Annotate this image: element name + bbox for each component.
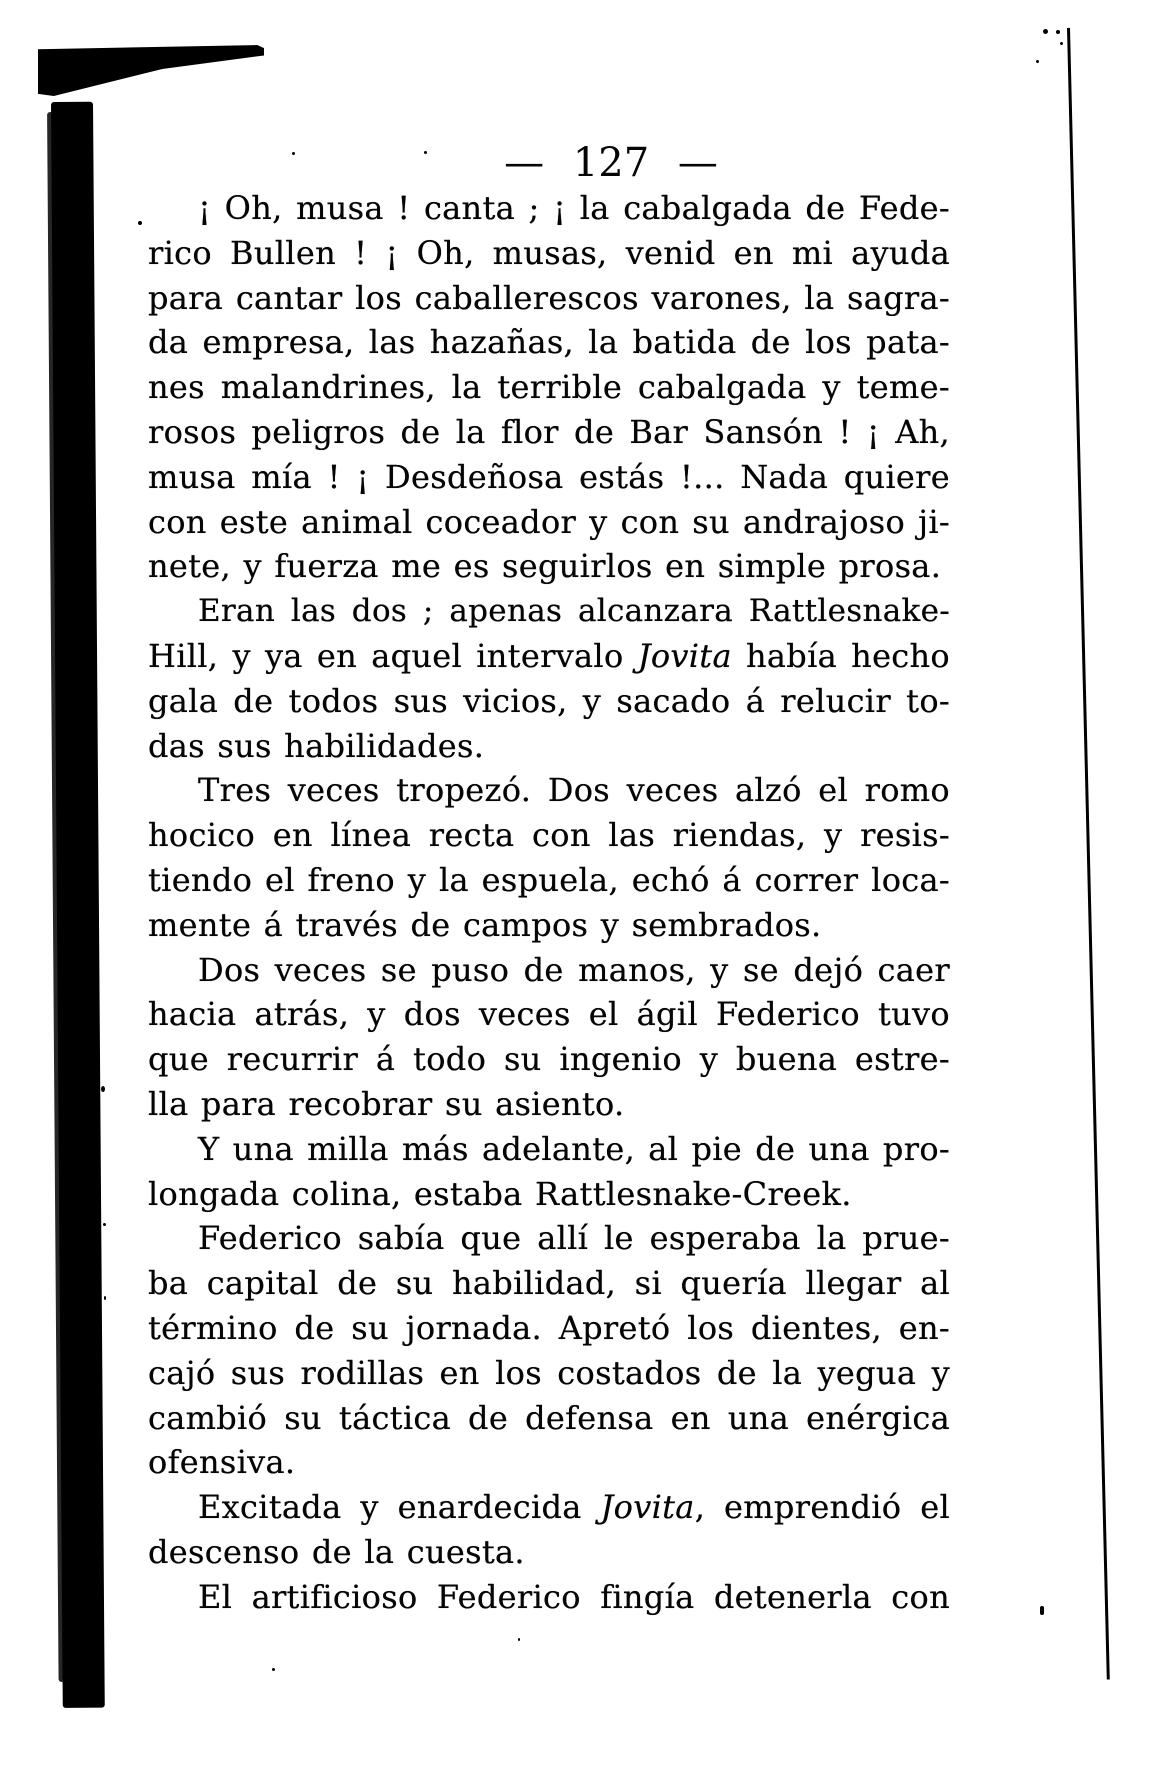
ink-speck	[104, 1296, 106, 1300]
ink-speck	[138, 221, 142, 225]
text-line	[148, 589, 950, 634]
text-segment: musa mía ! ¡ Desdeñosa estás !... Nada quiere	[148, 457, 950, 496]
text-line	[148, 1082, 950, 1127]
ink-speck	[1056, 30, 1060, 34]
ink-speck	[272, 1668, 275, 1671]
text-line	[148, 724, 950, 769]
text-segment: lla para recobrar su asiento.	[148, 1084, 625, 1123]
text-line	[148, 1530, 950, 1575]
text-line	[148, 1440, 950, 1485]
text-segment: , emprendió el	[694, 1488, 950, 1527]
text-segment: con este animal coceador y con su andrajoso ji-	[148, 502, 950, 541]
text-segment: rosos peligros de la flor de Bar Sansón ! ¡ Ah,	[148, 412, 950, 451]
text-segment: Tres veces tropezó. Dos veces alzó el romo	[198, 771, 950, 810]
text-line	[148, 1172, 950, 1217]
text-segment: longada colina, estaba Rattlesnake-Creek.	[148, 1174, 852, 1213]
text-segment: nete, y fuerza me es seguirlos en simple prosa.	[148, 547, 942, 586]
text-segment: término de su jornada. Apretó los dientes, en-	[148, 1308, 950, 1347]
text-segment: da empresa, las hazañas, la batida de los pata-	[148, 323, 950, 362]
text-segment: Federico sabía que allí le esperaba la prue-	[198, 1219, 950, 1258]
text-line	[148, 276, 950, 321]
text-line	[148, 186, 950, 231]
text-segment: hacia atrás, y dos veces el ágil Federico tuvo	[148, 995, 950, 1034]
text-line	[148, 679, 950, 724]
ink-speck	[101, 1086, 105, 1092]
ink-speck	[1060, 42, 1063, 45]
ink-speck	[103, 1223, 106, 1226]
text-segment: das sus habilidades.	[148, 726, 485, 765]
text-segment: tiendo el freno y la espuela, echó á correr loca-	[148, 860, 950, 899]
text-line	[148, 948, 950, 993]
ink-speck	[1040, 1606, 1044, 1615]
text-segment: cajó sus rodillas en los costados de la yegua y	[148, 1353, 950, 1392]
binding-shadow-wedge	[38, 44, 264, 96]
text-segment: Dos veces se puso de manos, y se dejó caer	[198, 950, 950, 989]
text-line	[148, 1261, 950, 1306]
text-segment: para cantar los caballerescos varones, la sagra-	[148, 278, 950, 317]
text-segment: El artificioso Federico fingía detenerla con	[198, 1577, 950, 1616]
italic-word: Jovita	[637, 636, 732, 675]
text-segment: ba capital de su habilidad, si quería llegar al	[148, 1264, 950, 1303]
text-line	[148, 1396, 950, 1441]
text-line	[148, 992, 950, 1037]
text-line	[148, 1575, 950, 1620]
text-line	[148, 1485, 950, 1530]
body-text	[148, 186, 950, 1620]
text-line	[148, 903, 950, 948]
text-line	[148, 1306, 950, 1351]
text-line	[148, 1037, 950, 1082]
text-line	[148, 500, 950, 545]
ink-speck	[518, 1638, 520, 1641]
text-line	[148, 455, 950, 500]
text-line	[148, 1127, 950, 1172]
text-segment: había hecho	[731, 636, 950, 675]
text-segment: que recurrir á todo su ingenio y buena estre-	[148, 1040, 950, 1079]
italic-word: Jovita	[600, 1488, 695, 1527]
ink-speck	[1043, 29, 1048, 34]
text-line	[148, 1216, 950, 1261]
ink-speck	[424, 151, 427, 154]
text-line	[148, 813, 950, 858]
text-segment: Y una milla más adelante, al pie de una pro-	[198, 1129, 950, 1168]
page-number-header: — 127 —	[504, 140, 718, 186]
ink-speck	[1036, 60, 1039, 63]
text-line	[148, 410, 950, 455]
text-segment: rico Bullen ! ¡ Oh, musas, venid en mi ayuda	[148, 233, 950, 272]
text-segment: Hill, y ya en aquel intervalo	[148, 636, 638, 675]
text-segment: Excitada y enardecida	[198, 1488, 601, 1527]
ink-speck	[292, 152, 295, 155]
text-line	[148, 634, 950, 679]
text-segment: Eran las dos ; apenas alcanzara Rattlesnake-	[198, 593, 950, 630]
text-line	[148, 768, 950, 813]
text-segment: cambió su táctica de defensa en una enérgica	[148, 1398, 950, 1437]
text-line	[148, 365, 950, 410]
text-line	[148, 231, 950, 276]
text-line	[148, 544, 950, 589]
binding-shadow-bar	[51, 102, 105, 1708]
text-line	[148, 1351, 950, 1396]
text-segment: descenso de la cuesta.	[148, 1532, 525, 1571]
text-segment: ofensiva.	[148, 1443, 296, 1482]
page-edge-line	[1067, 28, 1109, 1680]
text-segment: hocico en línea recta con las riendas, y resis-	[148, 816, 950, 855]
text-line	[148, 320, 950, 365]
text-segment: ¡ Oh, musa ! canta ; ¡ la cabalgada de Fede-	[198, 189, 950, 227]
text-segment: mente á través de campos y sembrados.	[148, 905, 822, 944]
text-segment: nes malandrines, la terrible cabalgada y teme-	[148, 368, 950, 407]
text-line	[148, 858, 950, 903]
text-segment: gala de todos sus vicios, y sacado á relucir to-	[148, 681, 950, 720]
